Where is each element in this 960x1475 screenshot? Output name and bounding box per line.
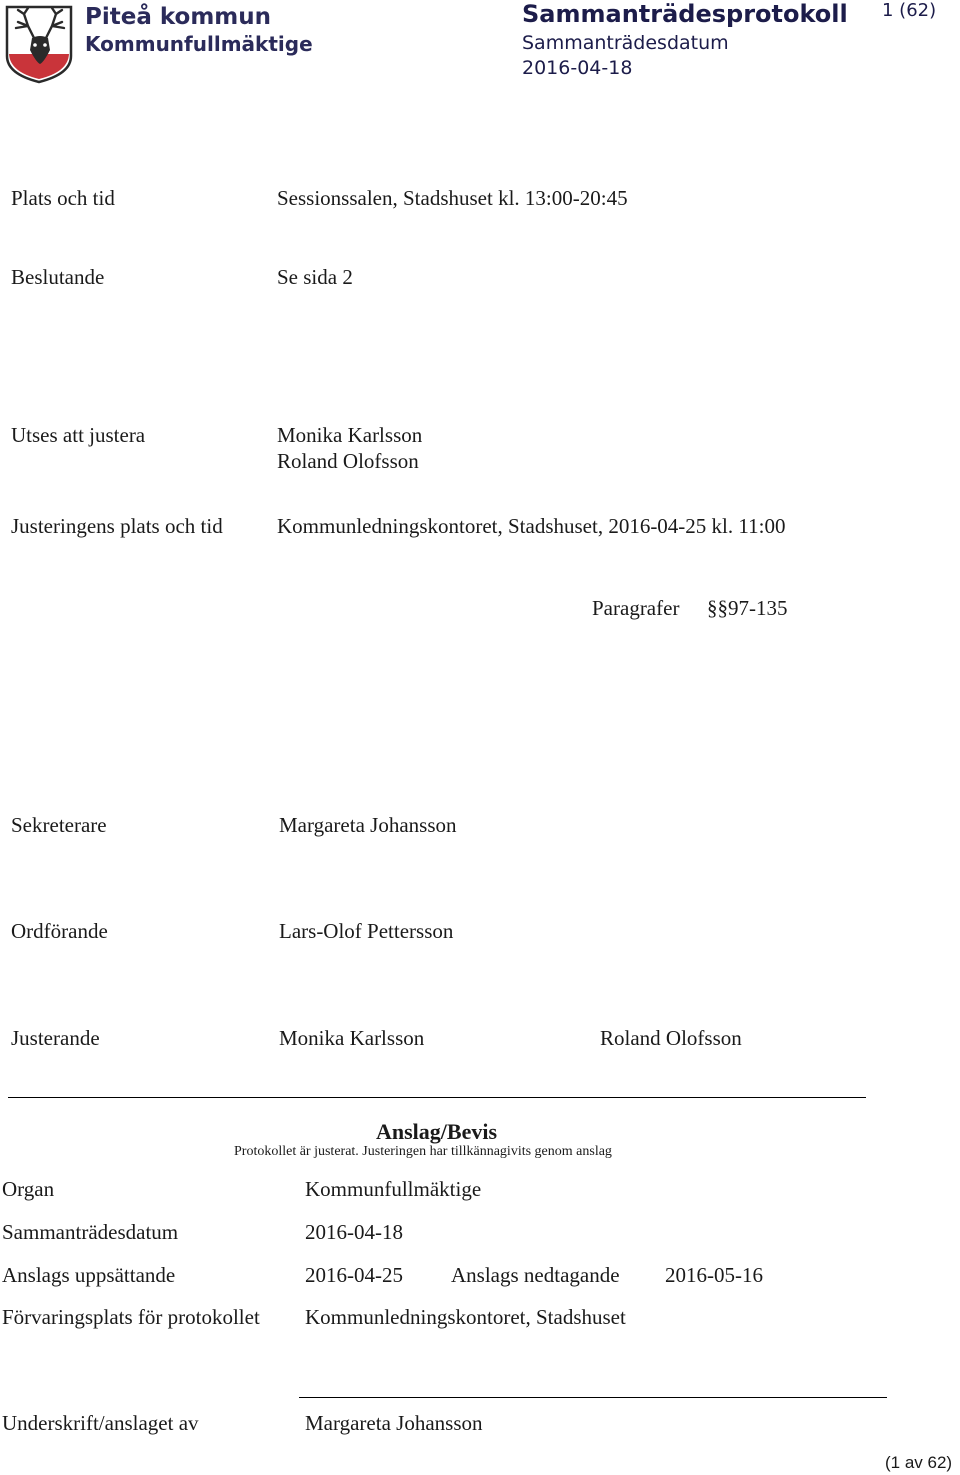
paragraphs-label: Paragrafer	[592, 596, 680, 620]
page-counter: (1 av 62)	[885, 1453, 953, 1472]
adjusting-label: Justerande	[11, 1026, 100, 1050]
place-value: Sessionssalen, Stadshuset kl. 13:00-20:45	[277, 186, 628, 210]
section-divider	[8, 1097, 866, 1098]
chair-name: Lars-Olof Pettersson	[279, 919, 454, 943]
notice-date-label: Sammanträdesdatum	[2, 1220, 179, 1244]
notice-subtitle: Protokollet är justerat. Justeringen har tillkännagivits genom anslag	[234, 1144, 612, 1159]
storage-label: Förvaringsplats för protokollet	[2, 1305, 260, 1329]
adjuster-name: Roland Olofsson	[277, 449, 419, 473]
adjustment-place-label: Justeringens plats och tid	[11, 514, 223, 538]
organ-value: Kommunfullmäktige	[305, 1177, 482, 1201]
secretary-label: Sekreterare	[11, 813, 107, 837]
meeting-date-value: 2016-04-18	[522, 57, 633, 79]
removal-value: 2016-05-16	[665, 1263, 763, 1287]
signed-by-label: Underskrift/anslaget av	[2, 1411, 199, 1435]
signed-by-name: Margareta Johansson	[305, 1411, 483, 1435]
adjuster-name: Monika Karlsson	[277, 423, 423, 447]
posting-label: Anslags uppsättande	[2, 1263, 176, 1287]
secretary-name: Margareta Johansson	[279, 813, 457, 837]
storage-value: Kommunledningskontoret, Stadshuset	[305, 1305, 626, 1329]
posting-value: 2016-04-25	[305, 1263, 403, 1287]
signature-line	[299, 1397, 887, 1398]
meeting-date-label: Sammanträdesdatum	[522, 32, 729, 54]
organization-name: Piteå kommun	[85, 4, 272, 30]
removal-label: Anslags nedtagande	[451, 1263, 620, 1287]
adjusting-name: Monika Karlsson	[279, 1026, 425, 1050]
reindeer-coat-of-arms-icon	[4, 4, 74, 84]
organ-label: Organ	[2, 1177, 55, 1201]
paragraphs-value: §§97-135	[707, 596, 788, 620]
chair-label: Ordförande	[11, 919, 108, 943]
place-label: Plats och tid	[11, 186, 115, 210]
adjusting-name: Roland Olofsson	[600, 1026, 742, 1050]
adjustment-place-value: Kommunledningskontoret, Stadshuset, 2016-04-25 kl. 11:00	[277, 514, 786, 538]
page-number: 1 (62)	[882, 0, 937, 21]
notice-date-value: 2016-04-18	[305, 1220, 403, 1244]
notice-heading: Anslag/Bevis	[376, 1119, 498, 1144]
body-name: Kommunfullmäktige	[85, 32, 313, 56]
adjusters-label: Utses att justera	[11, 423, 146, 447]
deciding-label: Beslutande	[11, 265, 105, 289]
document-title: Sammanträdesprotokoll	[522, 0, 848, 28]
deciding-value: Se sida 2	[277, 265, 353, 289]
